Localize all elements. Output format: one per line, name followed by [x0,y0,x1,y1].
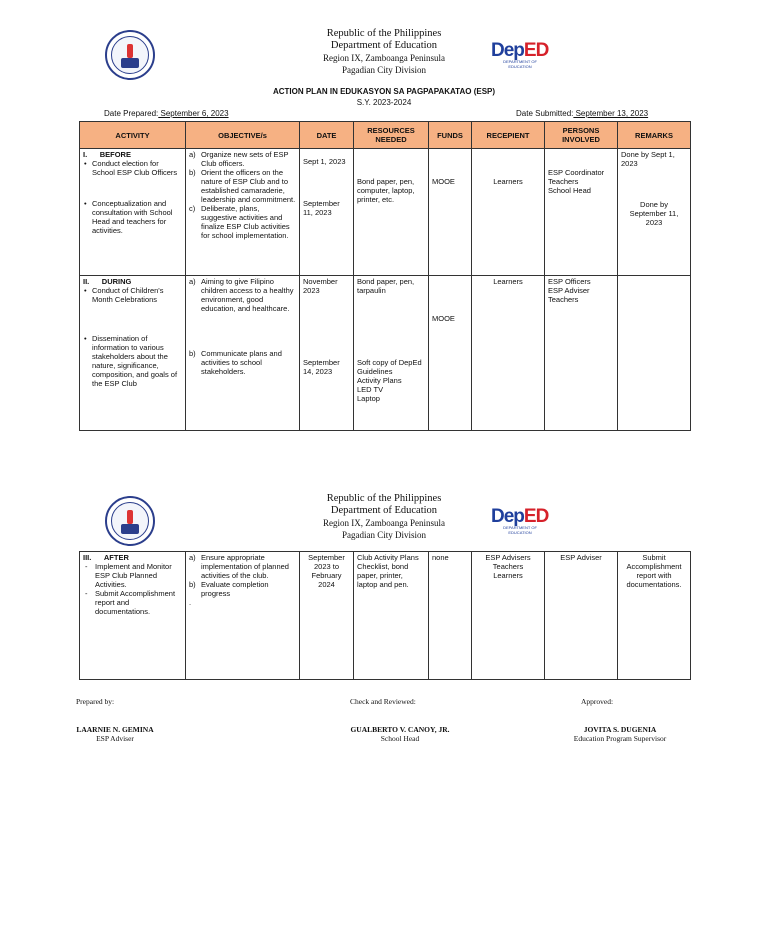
division-text: Pagadian City Division [342,65,426,75]
signatory-position: School Head [380,734,420,743]
phase-during: II. DURING [83,277,132,286]
recipient-item: ESP Advisers [485,553,531,562]
recipient-cell [472,149,545,276]
remarks-cell [618,149,691,276]
funds-cell [429,552,472,680]
signatory-checked [330,725,470,743]
objective-dot: . [189,598,192,607]
resources-value: Bond paper, pen, tarpaulin [357,277,415,295]
col-funds: FUNDS [429,122,472,149]
date-submitted: Date Submitted: September 13, 2023 [516,109,649,118]
resources-item: Activity Plans [357,376,402,385]
remark-value: Done by September 11, 2023 [629,200,679,227]
objective-cell [186,552,300,680]
objective-item: b) Orient the officers on the nature of ESP Club and to established camaraderie, leadership and commitment. [189,168,296,204]
signatory-prepared [60,725,170,743]
letterhead [0,28,768,76]
activity-item: • Conceptualization and consultation with School Head and teachers for activities. [83,199,182,235]
col-recipient: RECEPIENT [472,122,545,149]
prepared-by-label: Prepared by: [76,697,115,706]
activity-item: - Submit Accomplishment report and documentations. [83,589,182,616]
date-value: Sept 1, 2023 [303,157,346,166]
funds-value: MOOE [432,177,455,186]
col-objectives: OBJECTIVE/s [186,122,300,149]
page-1 [0,0,768,460]
activity-item: • Conduct of Children's Month Celebrations [83,286,182,304]
recipient-cell [472,276,545,431]
department-text: Department of Education [330,40,438,51]
col-date: DATE [300,122,354,149]
objective-item: c) Deliberate, plans, suggestive activities and finalize ESP Club activities for school implementation. [189,204,290,240]
region-text: Region IX, Zamboanga Peninsula [323,518,445,528]
persons-cell [545,276,618,431]
deped-logo-icon: DepED DEPARTMENT OF EDUCATION [491,506,549,535]
region-text: Region IX, Zamboanga Peninsula [323,53,445,63]
person-item: Teachers [548,177,579,186]
remarks-cell [618,276,691,431]
resources-value: Bond paper, pen, computer, laptop, printer, etc. [357,177,415,204]
activity-item: - Implement and Monitor ESP Club Planned Activities. [83,562,182,589]
recipient-value: Learners [493,177,523,186]
activity-item: • Dissemination of information to various stakeholders about the nature, significance, composition, and goals of the ESP Club [83,334,182,388]
resources-cell [354,149,429,276]
activity-cell [80,149,186,276]
col-remarks: REMARKS [618,122,691,149]
objective-item: a) Aiming to give Filipino children access to a healthy environment, good education, and healthcare. [189,277,294,313]
phase-after: III. AFTER [83,553,129,562]
department-text: Department of Education [330,505,438,516]
approved-label: Approved: [581,697,614,706]
person-item: Teachers [548,295,579,304]
remark-value: Done by Sept 1, 2023 [621,150,675,168]
date-value: September 14, 2023 [303,358,340,376]
objective-item: a) Organize new sets of ESP Club officers. [189,150,289,168]
activity-item: • Conduct election for School ESP Club Officers [83,159,182,177]
resources-item: Laptop [357,394,380,403]
activity-cell [80,552,186,680]
objective-cell [186,276,300,431]
page-2 [0,470,768,932]
date-cell [300,552,354,680]
signatory-approved [555,725,685,743]
person-item: ESP Adviser [548,286,590,295]
table-header-row [80,122,691,149]
date-cell [300,149,354,276]
phase-before: I. BEFORE [83,150,131,159]
resources-item: LED TV [357,385,384,394]
funds-cell [429,149,472,276]
objective-item: a) Ensure appropriate implementation of planned activities of the club. [189,553,289,580]
signatory-position: Education Program Supervisor [573,734,667,743]
funds-value: none [432,553,449,562]
col-persons: PERSONS INVOLVED [545,122,618,149]
persons-cell [545,149,618,276]
division-text: Pagadian City Division [342,530,426,540]
objective-cell [186,149,300,276]
person-item: ESP Coordinator [548,168,605,177]
remark-value: Submit Accomplishment report with documentations. [626,553,682,589]
action-plan-table [79,121,691,431]
resources-cell [354,276,429,431]
col-activity: ACTIVITY [80,122,186,149]
doc-title: ACTION PLAN IN EDUKASYON SA PAGPAPAKATAO (ESP) [272,87,496,96]
date-value: November 2023 [303,277,338,295]
objective-item: b) Communicate plans and activities to school stakeholders. [189,349,282,376]
recipient-value: Learners [493,277,523,286]
resources-cell [354,552,429,680]
date-value: September 11, 2023 [303,199,340,217]
recipient-item: Teachers [492,562,524,571]
resources-item: Soft copy of DepEd Guidelines [357,358,422,376]
funds-value: MOOE [432,314,455,323]
person-item: ESP Officers [548,277,591,286]
action-plan-table-continued [79,551,691,680]
table-row [80,276,691,431]
date-cell [300,276,354,431]
table-row [80,552,691,680]
republic-text: Republic of the Philippines [326,28,442,39]
activity-cell [80,276,186,431]
funds-cell [429,276,472,431]
signatory-position: ESP Adviser [96,734,134,743]
persons-cell [545,552,618,680]
letterhead [0,493,768,541]
signatory-name: GUALBERTO V. CANOY, JR. [350,725,450,734]
objective-item: b) Evaluate completion progress [189,580,269,598]
signatory-name: JOVITA S. DUGENIA [583,725,657,734]
school-year: S.Y. 2023-2024 [356,98,412,107]
signatory-name: LAARNIE N. GEMINA [76,725,154,734]
person-item: School Head [548,186,591,195]
table-row [80,149,691,276]
recipient-cell [472,552,545,680]
person-item: ESP Adviser [560,553,602,562]
checked-by-label: Check and Reviewed: [350,697,416,706]
date-prepared: Date Prepared: September 6, 2023 [104,109,229,118]
remarks-cell [618,552,691,680]
republic-text: Republic of the Philippines [326,493,442,504]
date-value: September 2023 to February 2024 [308,553,345,589]
col-resources: RESOURCES NEEDED [354,122,429,149]
deped-logo-icon: DepED DEPARTMENT OF EDUCATION [491,40,549,69]
recipient-item: Learners [493,571,523,580]
resources-value: Club Activity Plans Checklist, bond paper, printer, laptop and pen. [357,553,419,589]
